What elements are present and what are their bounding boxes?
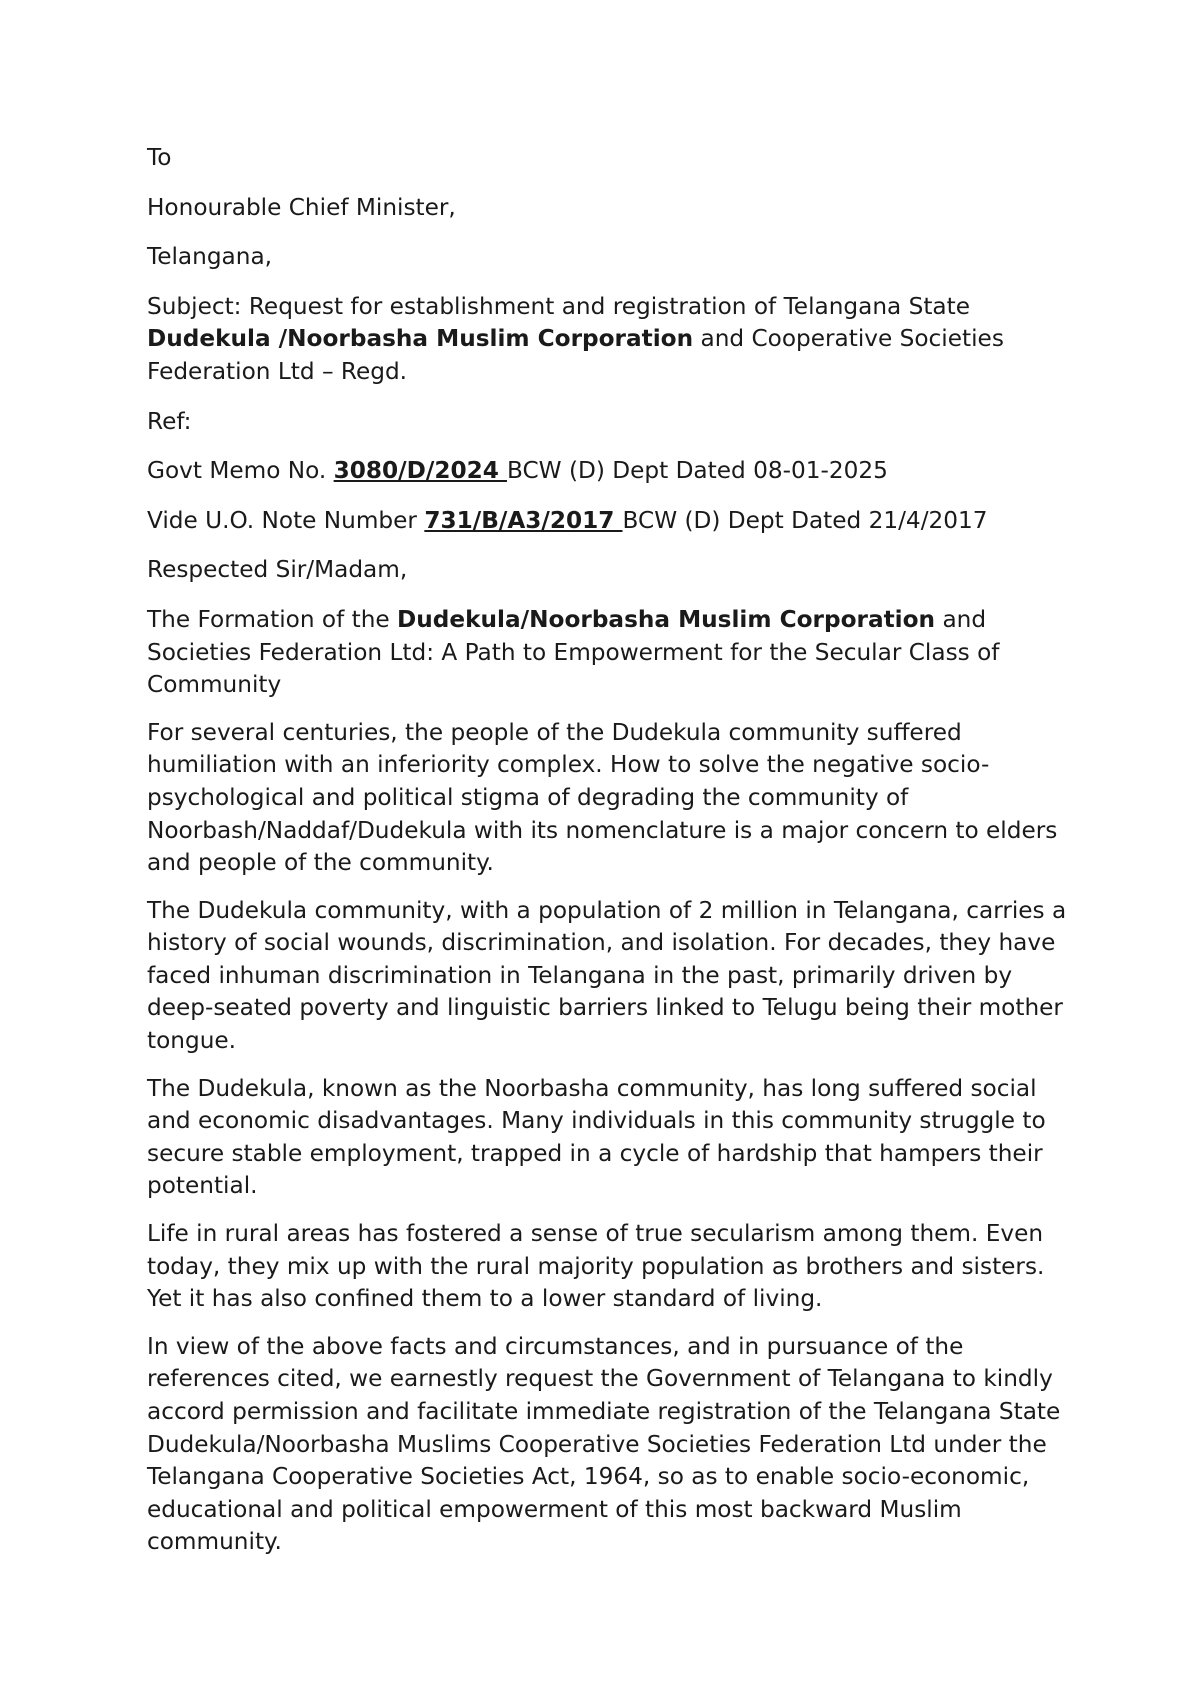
state-line: Telangana, [147,243,273,271]
ref-1-suffix: BCW (D) Dept Dated 08-01-2025 [506,457,888,485]
to-line: To [147,144,172,171]
body-paragraph-5: In view of the above facts and circumstances, and in pursuance of the references cited, we earnestly request the Government of Telangana to kindly accord permission and facilitate immediate registration of the Telangana State Dudekula/Noorbasha Muslims Cooperative Societies Federation Ltd under the Telangana Cooperative Societies Act, 1964, so as to enable socio-economic, educational and political empowerment of this most backward Muslim community. [147,1332,1061,1556]
subject-prefix: Subject: Request for establishment and registration of Telangana State [147,292,970,320]
heading-paragraph [147,604,1070,702]
subject-paragraph [147,291,1070,389]
ref-2-suffix: BCW (D) Dept Dated 21/4/2017 [622,506,988,534]
heading-prefix: The Formation of the [147,605,398,633]
body-paragraph-2: The Dudekula community, with a population of 2 million in Telangana, carries a history of social wounds, discrimination, and isolation. For decades, they have faced inhuman discrimination in Telangana in the past, primarily driven by deep-seated poverty and linguistic barriers linked to Telugu being their mother tongue. [147,896,1067,1055]
heading-suffix: and Societies Federation Ltd: A Path to Empowerment for the Secular Class of Community [147,605,1000,699]
ref-1-prefix: Govt Memo No. [147,457,334,485]
ref-line-1 [147,455,1070,488]
salutation: Respected Sir/Madam, [147,556,408,584]
body-paragraph-3: The Dudekula, known as the Noorbasha community, has long suffered social and economic disadvantages. Many individuals in this community struggle to secure stable employment, trapped in a cycle of hardship that hampers their potential. [147,1074,1046,1200]
subject-bold: Dudekula /Noorbasha Muslim Corporation [147,325,694,353]
heading-bold: Dudekula/Noorbasha Muslim Corporation [397,605,936,633]
body-paragraph-4: Life in rural areas has fostered a sense of true secularism among them. Even today, they mix up with the rural majority population as brothers and sisters. Yet it has also confined them to a lower standard of living. [147,1220,1045,1313]
ref-line-2 [147,505,1070,538]
ref-label: Ref: [147,407,192,435]
ref-1-number: 3080/D/2024 [333,457,507,485]
subject-suffix: and Cooperative Societies Federation Ltd – Regd. [147,325,1004,385]
ref-2-prefix: Vide U.O. Note Number [147,506,425,534]
body-paragraph-1: For several centuries, the people of the Dudekula community suffered humiliation with an inferiority complex. How to solve the negative socio-psychological and political stigma of degrading the community of Noorbash/Naddaf/Dudekula with its nomenclature is a major concern to elders and people of the community. [147,718,1058,877]
ref-2-number: 731/B/A3/2017 [424,506,623,534]
addressee-line: Honourable Chief Minister, [147,193,456,221]
